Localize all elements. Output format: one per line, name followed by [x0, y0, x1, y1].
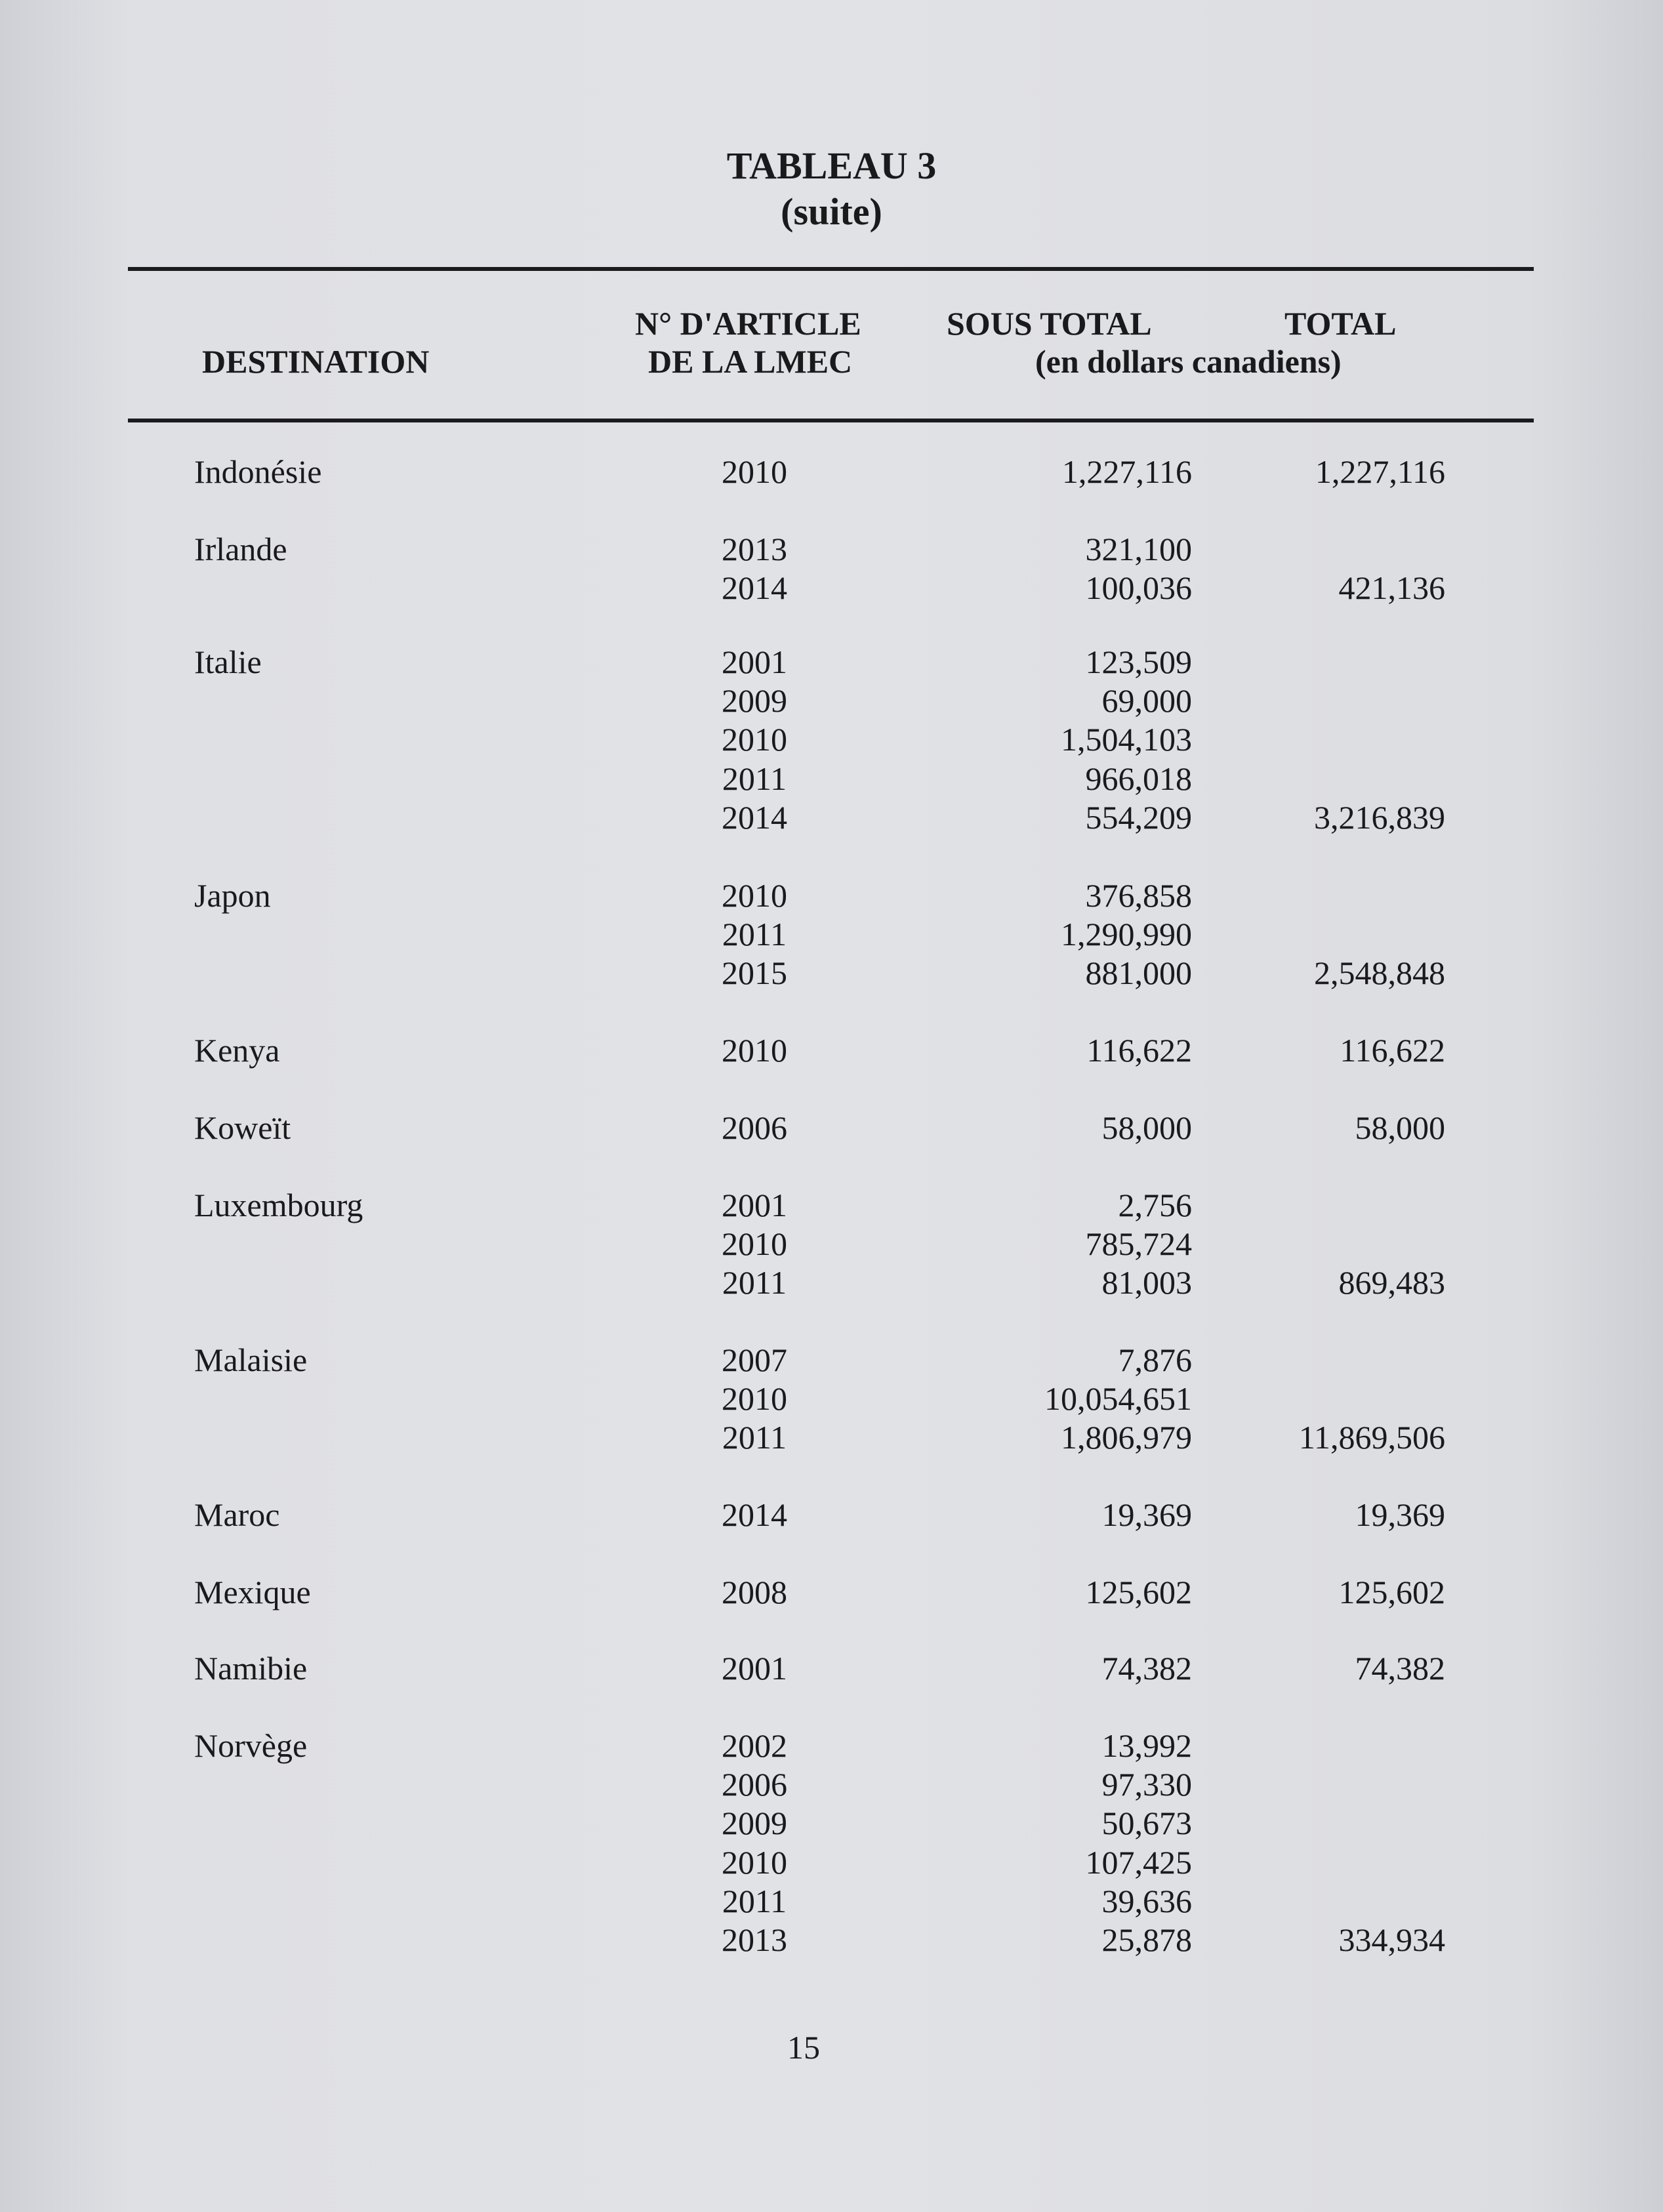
- sous-total-cell: 39,636: [1101, 1882, 1192, 1919]
- article-year-cell: 2015: [722, 954, 787, 992]
- sous-total-cell: 58,000: [1101, 1109, 1192, 1146]
- destination-name: Indonésie: [194, 453, 322, 490]
- destination-name: Koweït: [194, 1109, 291, 1146]
- sous-total-cell: 100,036: [1085, 569, 1192, 607]
- article-year-cell: 2010: [722, 1032, 787, 1069]
- article-year-cell: 2014: [722, 798, 787, 836]
- destination-name: Japon: [194, 877, 271, 914]
- article-year-cell: 2010: [722, 1380, 787, 1418]
- article-year-cell: 2006: [722, 1109, 787, 1146]
- destination-name: Malaisie: [194, 1342, 308, 1378]
- total-cell: 125,602: [1338, 1574, 1445, 1610]
- sous-total-cell: 107,425: [1085, 1843, 1192, 1881]
- article-year-cell: 2011: [722, 1419, 787, 1456]
- sous-total-cell: 1,806,979: [1061, 1419, 1192, 1456]
- article-year-cell: 2014: [722, 1496, 787, 1533]
- article-year-cell: 2011: [722, 1882, 787, 1919]
- sous-total-cell: 13,992: [1101, 1727, 1192, 1764]
- total-cell: 869,483: [1338, 1264, 1445, 1301]
- article-year-cell: 2013: [722, 1921, 787, 1958]
- article-year-cell: 2010: [722, 1843, 787, 1881]
- article-year-cell: 2001: [722, 1650, 787, 1687]
- article-year-cell: 2001: [722, 1187, 787, 1223]
- sous-total-cell: 81,003: [1101, 1264, 1192, 1301]
- sous-total-cell: 1,227,116: [1061, 453, 1192, 490]
- article-year-cell: 2011: [722, 916, 787, 953]
- total-cell: 19,369: [1355, 1496, 1445, 1533]
- sous-total-cell: 123,509: [1085, 644, 1192, 680]
- sous-total-cell: 97,330: [1101, 1766, 1192, 1803]
- header-sous-total: SOUS TOTAL: [947, 305, 1152, 342]
- sous-total-cell: 785,724: [1085, 1225, 1192, 1263]
- header-article-line1: N° D'ARTICLE: [635, 305, 861, 342]
- destination-name: Kenya: [194, 1032, 280, 1069]
- sous-total-cell: 125,602: [1085, 1574, 1192, 1610]
- page-number: 15: [787, 2029, 820, 2066]
- total-cell: 3,216,839: [1314, 798, 1445, 836]
- article-year-cell: 2011: [722, 1264, 787, 1301]
- sous-total-cell: 7,876: [1118, 1342, 1192, 1378]
- destination-name: Luxembourg: [194, 1187, 363, 1223]
- total-cell: 58,000: [1355, 1109, 1445, 1146]
- sous-total-cell: 966,018: [1085, 760, 1192, 797]
- sous-total-cell: 321,100: [1085, 531, 1192, 567]
- article-year-cell: 2009: [722, 682, 787, 720]
- destination-name: Mexique: [194, 1574, 311, 1610]
- article-year-cell: 2010: [722, 453, 787, 490]
- header-top-rule: [128, 267, 1534, 271]
- sous-total-cell: 10,054,651: [1044, 1380, 1192, 1418]
- destination-name: Italie: [194, 644, 262, 680]
- header-article-line2: DE LA LMEC: [648, 343, 853, 380]
- article-year-cell: 2010: [722, 877, 787, 914]
- sous-total-cell: 376,858: [1085, 877, 1192, 914]
- table-subtitle: (suite): [781, 190, 882, 233]
- sous-total-cell: 1,504,103: [1061, 721, 1192, 758]
- total-cell: 74,382: [1355, 1650, 1445, 1687]
- total-cell: 116,622: [1340, 1032, 1445, 1069]
- sous-total-cell: 69,000: [1101, 682, 1192, 720]
- header-bottom-rule: [128, 419, 1534, 422]
- article-year-cell: 2007: [722, 1342, 787, 1378]
- sous-total-cell: 25,878: [1101, 1921, 1192, 1958]
- sous-total-cell: 554,209: [1085, 798, 1192, 836]
- destination-name: Irlande: [194, 531, 287, 567]
- header-destination: DESTINATION: [202, 343, 430, 380]
- article-year-cell: 2006: [722, 1766, 787, 1803]
- sous-total-cell: 2,756: [1118, 1187, 1192, 1223]
- header-total: TOTAL: [1284, 305, 1397, 342]
- article-year-cell: 2002: [722, 1727, 787, 1764]
- article-year-cell: 2011: [722, 760, 787, 797]
- article-year-cell: 2013: [722, 531, 787, 567]
- sous-total-cell: 881,000: [1085, 954, 1192, 992]
- article-year-cell: 2010: [722, 721, 787, 758]
- destination-name: Maroc: [194, 1496, 280, 1533]
- sous-total-cell: 116,622: [1086, 1032, 1192, 1069]
- sous-total-cell: 74,382: [1101, 1650, 1192, 1687]
- total-cell: 2,548,848: [1314, 954, 1445, 992]
- table-title: TABLEAU 3: [726, 144, 937, 187]
- article-year-cell: 2008: [722, 1574, 787, 1610]
- total-cell: 11,869,506: [1298, 1419, 1445, 1456]
- header-currency: (en dollars canadiens): [1035, 343, 1342, 380]
- destination-name: Norvège: [194, 1727, 308, 1764]
- article-year-cell: 2010: [722, 1225, 787, 1263]
- article-year-cell: 2001: [722, 644, 787, 680]
- sous-total-cell: 19,369: [1101, 1496, 1192, 1533]
- article-year-cell: 2014: [722, 569, 787, 607]
- total-cell: 421,136: [1338, 569, 1445, 607]
- destination-name: Namibie: [194, 1650, 308, 1687]
- sous-total-cell: 1,290,990: [1061, 916, 1192, 953]
- sous-total-cell: 50,673: [1101, 1805, 1192, 1842]
- total-cell: 334,934: [1338, 1921, 1445, 1958]
- article-year-cell: 2009: [722, 1805, 787, 1842]
- total-cell: 1,227,116: [1315, 453, 1445, 490]
